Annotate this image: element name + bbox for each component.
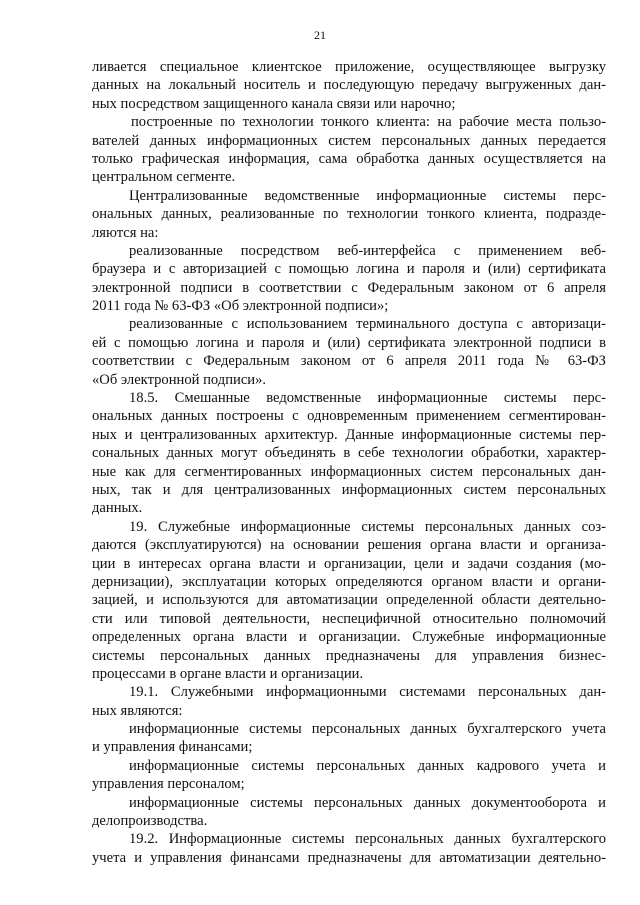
text-line: соответствии с Федеральным законом от 6 апреля 2011 года № 63-ФЗ [92,353,606,370]
text-line: 2011 года № 63-ФЗ «Об электронной подписи»; [92,298,389,315]
text-line: только графическая информация, сама обработка данных осуществляется на [92,150,606,167]
text-line: ливается специальное клиентское приложение, осуществляющее выгрузку [92,59,606,75]
text-line: учета и управления финансами предназначены для автоматизации деятельно- [92,849,606,866]
text-line: информационные системы персональных данных документооборота и [129,794,606,811]
text-line: браузера и с авторизацией с помощью логина и пароля и (или) сертификата [92,261,606,278]
text-line: ных являются: [92,702,183,719]
text-line: зацией, и используются для автоматизации определенной области деятельно- [92,592,606,609]
text-line: ных, так и для централизованных информационных систем персональных [92,481,606,498]
text-line: информационные системы персональных данных бухгалтерского учета [129,721,606,738]
text-line: ляются на: [92,224,159,241]
text-line: ных и централизованных архитектур. Данные информационные системы пер- [92,426,606,443]
text-line: реализованные с использованием терминального доступа с авторизаци- [129,316,606,333]
text-line: сти или типовой деятельности, неспецифичной относительно полномочий [92,610,606,627]
text-line: делопроизводства. [92,813,208,830]
text-line: процессами в органе власти и организации. [92,665,364,682]
text-line: ные как для сегментированных информационных систем персональных дан- [92,463,606,480]
text-line: информационные системы персональных данных кадрового учета и [129,757,606,774]
text-line: и управления финансами; [92,739,253,756]
text-line: построенные по технологии тонкого клиента: на рабочие места пользо- [131,114,606,131]
text-line: ей с помощью логина и пароля и (или) сертификата электронной подписи в [92,334,606,351]
text-line: 18.5. Смешанные ведомственные информационные системы перс- [129,390,606,407]
text-line: 19. Служебные информационные системы персональных данных соз- [129,518,606,535]
text-line: дернизации), эксплуатации которых определяются органом власти и органи- [92,573,606,590]
text-line: центральном сегменте. [92,169,236,186]
text-line: «Об электронной подписи». [92,371,267,388]
text-line: данных. [92,500,143,517]
text-line: ональных данных построены с одновременным применением сегментирован- [92,408,606,425]
text-line: вателей данных информационных систем персональных данных передается [92,132,606,149]
text-line: данных на локальный носитель и последующую передачу выгруженных дан- [92,77,606,94]
text-line: управления персоналом; [92,776,245,793]
text-line: реализованные посредством веб-интерфейса с применением веб- [129,242,606,259]
text-line: электронной подписи в соответствии с Федеральным законом от 6 апреля [92,279,606,296]
text-line: ональных данных, реализованные по технологии тонкого клиента, подразде- [92,206,606,223]
text-line: системы персональных данных предназначены для управления бизнес- [92,647,606,664]
text-line: ных посредством защищенного канала связи или нарочно; [92,95,456,112]
text-line: ции в интересах органа власти и организации, цели и задачи создания (мо- [92,555,606,572]
text-line: сональных данных могут объединять в себе технологии обработки, характер- [92,445,606,462]
text-line: 19.1. Служебными информационными системами персональных дан- [129,684,606,701]
page-number: 21 [314,28,326,42]
text-line: Централизованные ведомственные информационные системы перс- [129,187,606,204]
text-line: 19.2. Информационные системы персональных данных бухгалтерского [129,831,606,848]
document-body [92,58,606,867]
text-line: даются (эксплуатируются) на основании решения органа власти и организа- [92,537,606,554]
text-line: определенных органа власти и организации. Служебные информационные [92,629,606,646]
